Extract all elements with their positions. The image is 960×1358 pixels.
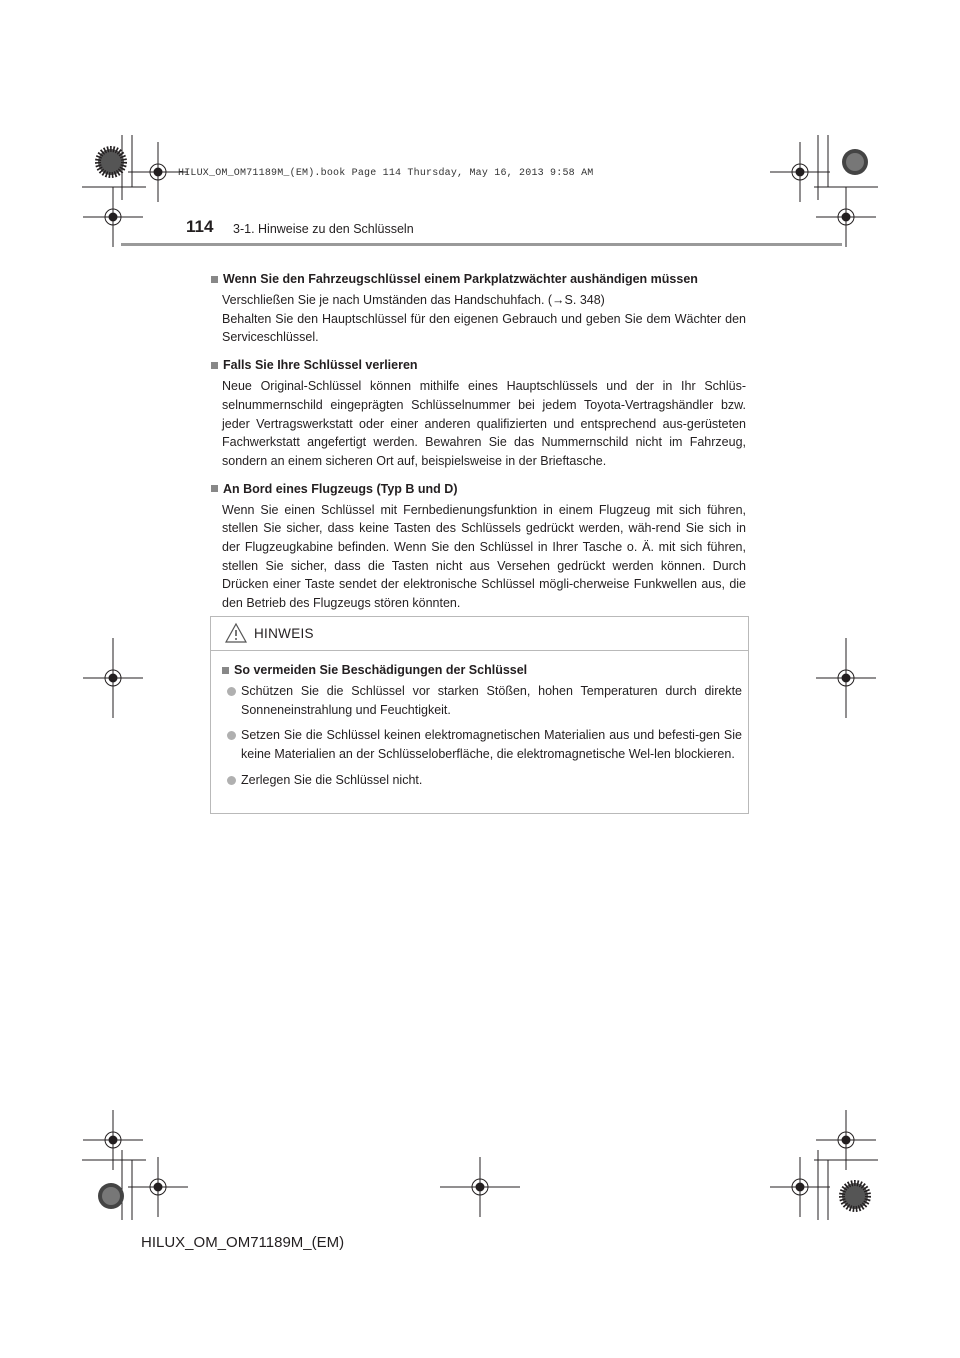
chapter-title: 3-1. Hinweise zu den Schlüsseln: [233, 222, 414, 236]
section-lost-keys: [210, 356, 746, 471]
notice-body: [211, 651, 748, 790]
section-title: Wenn Sie den Fahrzeugschlüssel einem Parkplatzwächter aushändigen müssen: [210, 270, 746, 288]
paragraph: Verschließen Sie je nach Umständen das Handschuhfach. (→S. 348): [222, 293, 605, 307]
square-bullet-icon: [211, 362, 218, 369]
print-header: HILUX_OM_OM71189M_(EM).book Page 114 Thursday, May 16, 2013 9:58 AM: [178, 168, 594, 179]
notice-bullet: Setzen Sie die Schlüssel keinen elektromagnetischen Materialien aus und befesti-gen Sie keine Materialien an der Schlüsseloberfläche, die elektromagnetische Wel-len blockieren.: [221, 726, 742, 763]
section-title: Falls Sie Ihre Schlüssel verlieren: [210, 356, 746, 374]
notice-bullet: Zerlegen Sie die Schlüssel nicht.: [221, 771, 742, 790]
notice-bullet: Schützen Sie die Schlüssel vor starken Stößen, hohen Temperaturen durch direkte Sonneneinstrahlung und Feuchtigkeit.: [221, 682, 742, 719]
section-body: [210, 501, 746, 613]
bullet-dot-icon: [227, 731, 236, 740]
notice-header: [211, 617, 748, 651]
section-valet: [210, 270, 746, 347]
section-airplane: [210, 480, 746, 613]
page-number: 114: [186, 217, 214, 236]
section-body: [210, 377, 746, 471]
footer-document-code: HILUX_OM_OM71189M_(EM): [141, 1234, 345, 1251]
paragraph: Neue Original-Schlüssel können mithilfe eines Hauptschlüssels und der in Ihr Schlüs-selnummernschild eingeprägten Schlüsselnummer bei jedem Toyota-Vertragshändler bzw. jeder Vertragswerkstatt oder einer anderen qualifizierten und entsprechend aus-gerüsteten Fachwerkstatt angefertigt werden. Bewahren Sie das Nummernschild nicht im Fahrzeug, sondern an einem sicheren Ort auf, beispielsweise in der Brieftasche.: [222, 379, 746, 468]
main-content: [210, 270, 746, 622]
paragraph: Behalten Sie den Hauptschlüssel für den eigenen Gebrauch und geben Sie dem Wächter den Serviceschlüssel.: [222, 311, 746, 345]
section-body: [210, 291, 746, 347]
notice-title: HINWEIS: [254, 626, 314, 641]
square-bullet-icon: [211, 485, 218, 492]
square-bullet-icon: [211, 276, 218, 283]
header-divider: [121, 243, 842, 246]
warning-triangle-icon: [225, 622, 247, 644]
notice-section-title: So vermeiden Sie Beschädigungen der Schlüssel: [221, 661, 742, 679]
notice-box: [210, 616, 749, 814]
bullet-dot-icon: [227, 687, 236, 696]
bullet-dot-icon: [227, 776, 236, 785]
square-bullet-icon: [222, 667, 229, 674]
section-title: An Bord eines Flugzeugs (Typ B und D): [210, 480, 746, 498]
paragraph: Wenn Sie einen Schlüssel mit Fernbedienungsfunktion in einem Flugzeug mit sich führen, stellen Sie sicher, dass keine Tasten des Schlüssels gedrückt werden, wäh-rend Sie sich in der Flugzeugkabine befinden. Wenn Sie den Schlüssel in Ihrer Tasche o. Ä. mit sich führen, stellen Sie sicher, dass die Tasten nicht aus Versehen gedrückt werden können. Durch Drücken einer Taste sendet der elektronische Schlüssel mögli-cherweise Funkwellen aus, die den Betrieb des Flugzeugs stören könnten.: [222, 502, 746, 611]
